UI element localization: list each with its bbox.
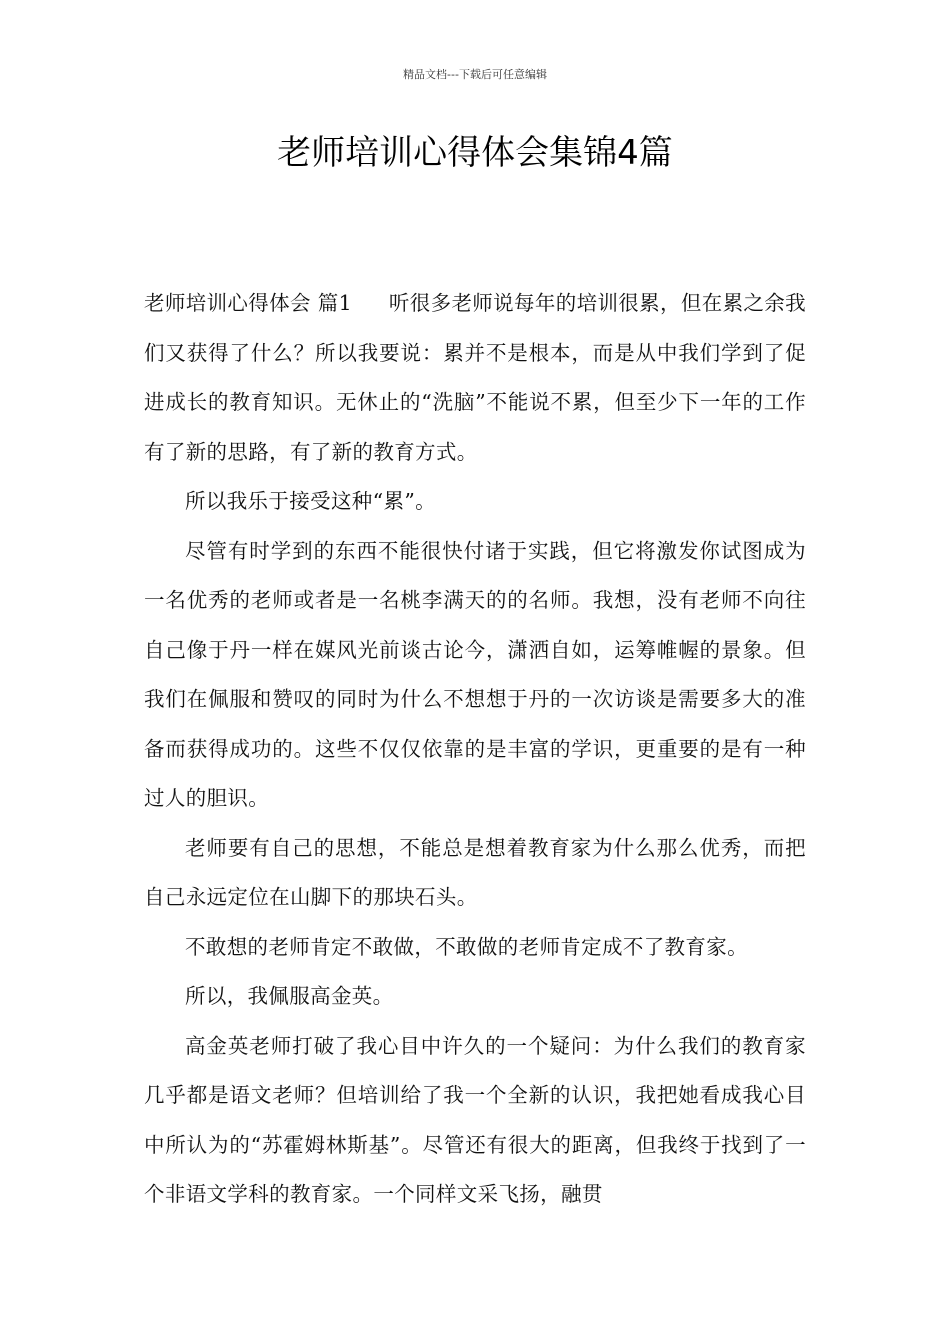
- paragraph: 不敢想的老师肯定不敢做，不敢做的老师肯定成不了教育家。: [185, 934, 748, 959]
- paragraph: 老师要有自己的思想，不能总是想着教育家为什么那么优秀，而把自己永远定位在山脚下的那块石头。: [144, 835, 806, 909]
- section-heading: 老师培训心得体会 篇1: [144, 291, 352, 315]
- paragraph-text: 听很多老师说每年的培训很累，但在累之余我们又获得了什么？所以我要说：累并不是根本，而是从中我们学到了促进成长的教育知识。无休止的“洗脑”不能说不累，但至少下一年的工作有了新的思路，有了新的教育方式。: [144, 291, 806, 464]
- paragraph: 尽管有时学到的东西不能很快付诸于实践，但它将激发你试图成为一名优秀的老师或者是一名桃李满天的的名师。我想，没有老师不向往自己像于丹一样在媒风光前谈古论今，潇洒自如，运筹帷幄的景象。但我们在佩服和赞叹的同时为什么不想想于丹的一次访谈是需要多大的准备而获得成功的。这些不仅仅依靠的是丰富的学识，更重要的是有一种过人的胆识。: [144, 538, 806, 810]
- document-title: 老师培训心得体会集锦4篇: [277, 133, 673, 173]
- page-header-note: 精品文档---下载后可任意编辑: [403, 68, 547, 81]
- paragraph: 高金英老师打破了我心目中许久的一个疑问：为什么我们的教育家几乎都是语文老师？但培训给了我一个全新的认识，我把她看成我心目中所认为的“苏霍姆林斯基”。尽管还有很大的距离，但我终于找到了一个非语文学科的教育家。一个同样文采飞扬，融贯: [144, 1033, 806, 1206]
- document-body: [144, 279, 806, 1220]
- paragraph: 所以，我佩服高金英。: [185, 984, 394, 1008]
- paragraph: [144, 279, 806, 477]
- paragraph: 所以我乐于接受这种“累”。: [185, 489, 437, 513]
